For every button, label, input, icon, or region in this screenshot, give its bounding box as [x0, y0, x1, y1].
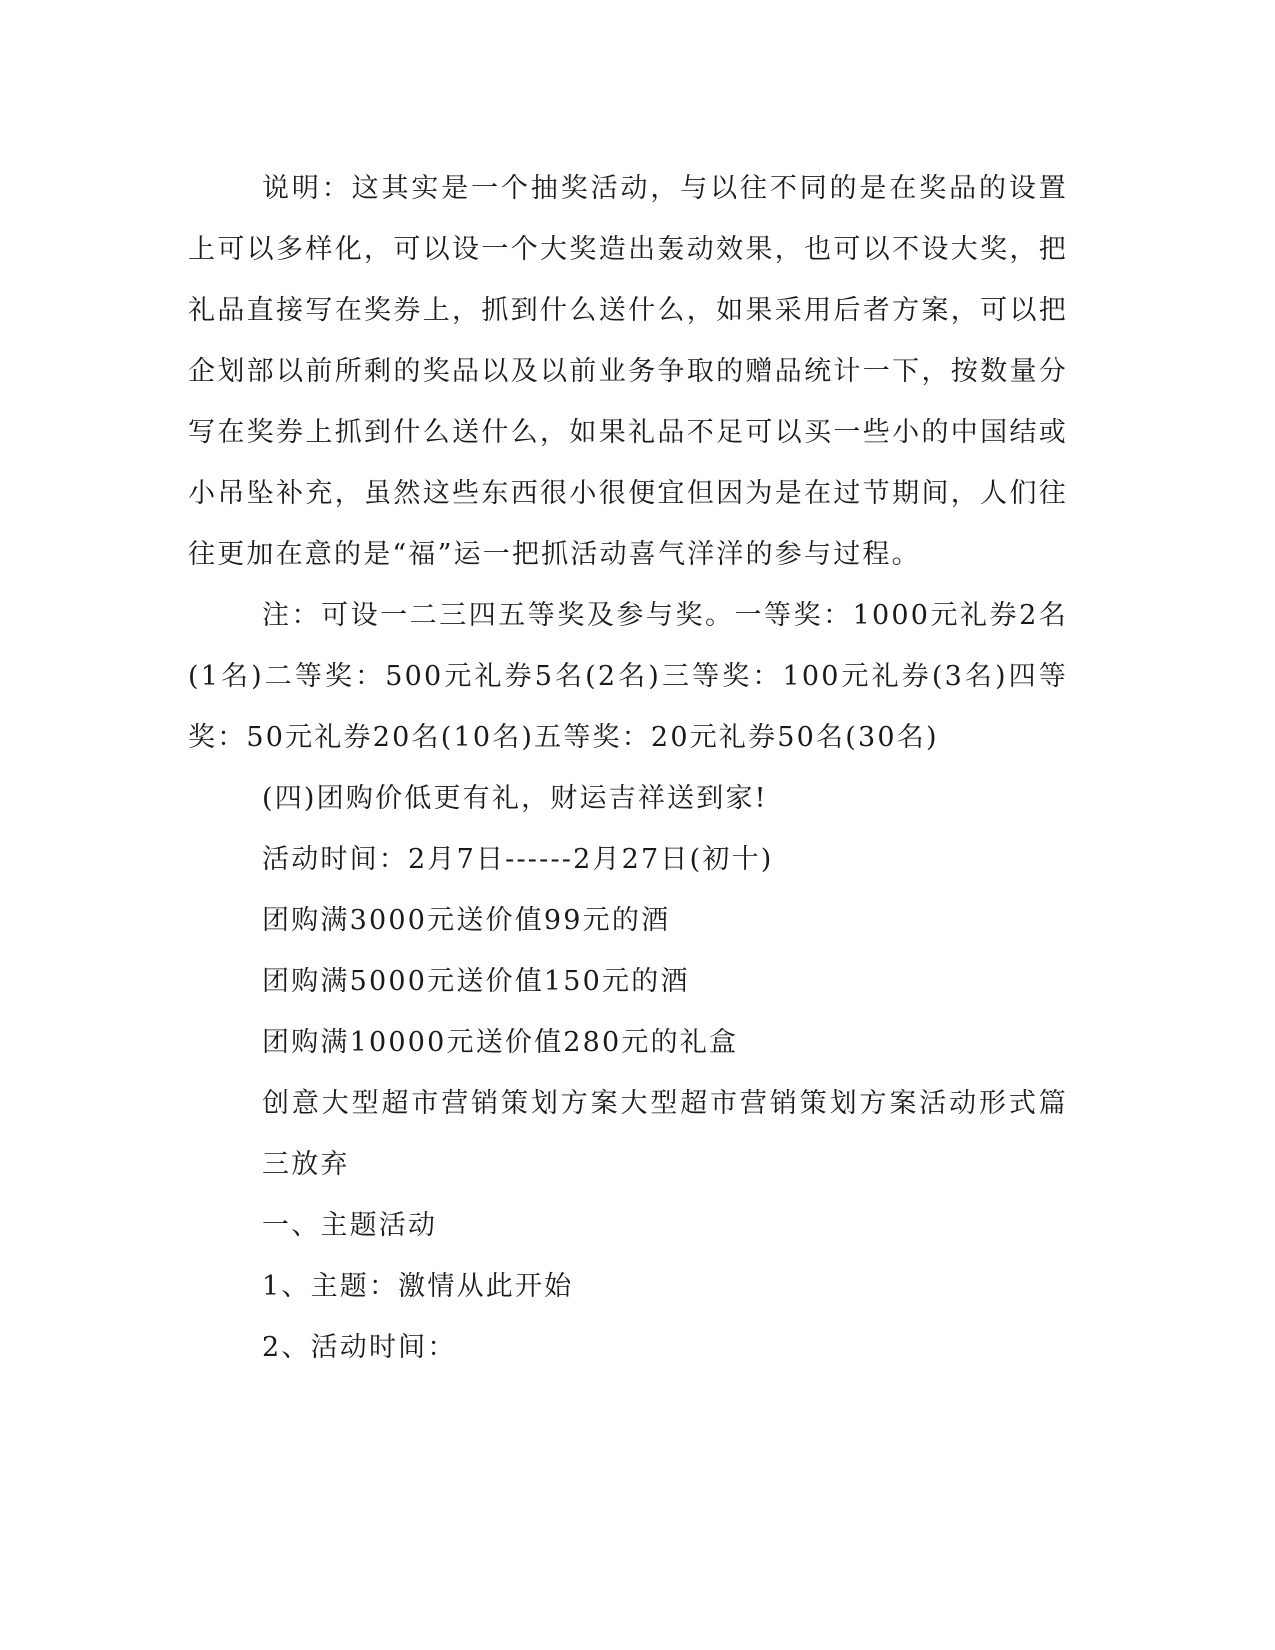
group-buy-tier-5000: 团购满5000元送价值150元的酒 [262, 966, 690, 997]
paragraph-lottery-explanation: 说明：这其实是一个抽奖活动，与以往不同的是在奖品的设置上可以多样化，可以设一个大奖造出轰动效果，也可以不设大奖，把礼品直接写在奖券上，抓到什么送什么，如果采用后者方案，可以把企划部以前所剩的奖品以及以前业务争取的赠品统计一下，按数量分写在奖券上抓到什么送什么，如果礼品不足可以买一些小的中国结或小吊坠补充，虽然这些东西很小很便宜但因为是在过节期间，人们往往更加在意的是“福”运一把抓活动喜气洋洋的参与过程。 [188, 173, 1068, 570]
group-buy-tier-10000: 团购满10000元送价值280元的礼盒 [262, 1027, 739, 1058]
article-title-line: 创意大型超市营销策划方案大型超市营销策划方案活动形式篇三放弃 [262, 1088, 1068, 1180]
section-heading-theme-activity: 一、主题活动 [262, 1210, 438, 1241]
paragraph-prize-note: 注：可设一二三四五等奖及参与奖。一等奖：1000元礼券2名(1名)二等奖：500元礼券5名(2名)三等奖：100元礼券(3名)四等奖：50元礼券20名(10名)五等奖：20元礼券50名(30名) [188, 600, 1068, 753]
group-buy-tier-3000: 团购满3000元送价值99元的酒 [262, 905, 671, 936]
activity-time-line: 活动时间：2月7日------2月27日(初十) [262, 844, 774, 875]
theme-line: 1、主题：激情从此开始 [262, 1271, 574, 1302]
section-heading-group-buy: (四)团购价低更有礼，财运吉祥送到家! [262, 783, 768, 814]
activity-time-heading: 2、活动时间： [262, 1332, 457, 1363]
document-body [188, 158, 1068, 1378]
